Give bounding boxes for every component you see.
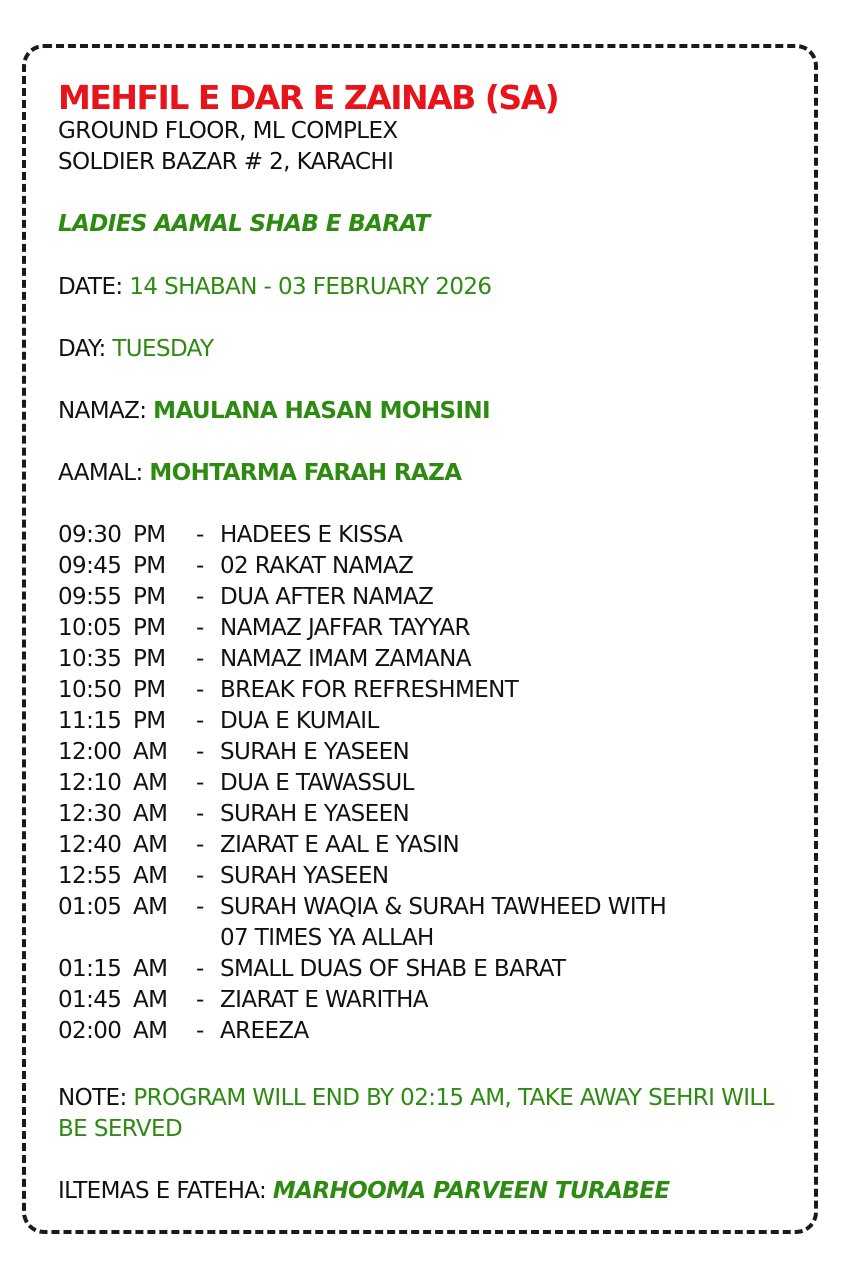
schedule-row: [58, 894, 798, 956]
schedule-row: [58, 956, 798, 987]
event-name: LADIES AAMAL SHAB E BARAT: [58, 211, 430, 237]
aamal-value: MOHTARMA FARAH RAZA: [149, 460, 462, 486]
note-paragraph: [58, 1083, 778, 1145]
schedule-row: [58, 832, 798, 863]
schedule-row: [58, 770, 798, 801]
aamal-label: AAMAL:: [58, 460, 143, 486]
schedule-ampm: PM: [133, 522, 166, 548]
schedule-dash: -: [196, 770, 204, 796]
schedule-activity: AREEZA: [220, 1018, 309, 1044]
schedule-dash: -: [196, 1018, 204, 1044]
schedule-time: 12:10: [58, 770, 122, 796]
schedule-activity: DUA AFTER NAMAZ: [220, 584, 434, 610]
schedule-time: 12:00: [58, 739, 122, 765]
schedule-time: 02:00: [58, 1018, 122, 1044]
schedule-row: [58, 708, 798, 739]
schedule-dash: -: [196, 832, 204, 858]
schedule-row: [58, 553, 798, 584]
schedule-ampm: PM: [133, 708, 166, 734]
schedule-activity: SURAH E YASEEN: [220, 739, 410, 765]
note-label: NOTE:: [58, 1085, 127, 1111]
schedule-time: 10:50: [58, 677, 122, 703]
schedule-dash: -: [196, 863, 204, 889]
schedule-list: [58, 522, 798, 1049]
schedule-dash: -: [196, 646, 204, 672]
schedule-time: 10:35: [58, 646, 122, 672]
schedule-activity: DUA E TAWASSUL: [220, 770, 414, 796]
schedule-activity: NAMAZ JAFFAR TAYYAR: [220, 615, 470, 641]
schedule-row: [58, 801, 798, 832]
schedule-ampm: PM: [133, 677, 166, 703]
schedule-row: [58, 863, 798, 894]
schedule-dash: -: [196, 677, 204, 703]
iltemas-line: [58, 1178, 670, 1204]
schedule-row: [58, 584, 798, 615]
schedule-ampm: AM: [133, 770, 168, 796]
schedule-activity: BREAK FOR REFRESHMENT: [220, 677, 519, 703]
namaz-label: NAMAZ:: [58, 398, 147, 424]
schedule-dash: -: [196, 987, 204, 1013]
date-line: [58, 274, 491, 300]
note-value: PROGRAM WILL END BY 02:15 AM, TAKE AWAY SEHRI WILL BE SERVED: [58, 1085, 774, 1142]
address-line-2: SOLDIER BAZAR # 2, KARACHI: [58, 149, 394, 175]
schedule-ampm: AM: [133, 863, 168, 889]
schedule-row: [58, 677, 798, 708]
schedule-row: [58, 615, 798, 646]
schedule-time: 10:05: [58, 615, 122, 641]
schedule-row: [58, 739, 798, 770]
schedule-dash: -: [196, 708, 204, 734]
page-title: MEHFIL E DAR E ZAINAB (SA): [58, 78, 559, 117]
schedule-activity: 02 RAKAT NAMAZ: [220, 553, 414, 579]
schedule-time: 12:55: [58, 863, 122, 889]
schedule-time: 01:15: [58, 956, 122, 982]
iltemas-value: MARHOOMA PARVEEN TURABEE: [272, 1178, 670, 1204]
namaz-value: MAULANA HASAN MOHSINI: [153, 398, 491, 424]
date-label: DATE:: [58, 274, 123, 300]
schedule-ampm: PM: [133, 584, 166, 610]
schedule-time: 12:30: [58, 801, 122, 827]
schedule-dash: -: [196, 553, 204, 579]
schedule-activity: HADEES E KISSA: [220, 522, 403, 548]
schedule-activity: SMALL DUAS OF SHAB E BARAT: [220, 956, 566, 982]
schedule-time: 09:45: [58, 553, 122, 579]
schedule-ampm: PM: [133, 646, 166, 672]
schedule-activity: NAMAZ IMAM ZAMANA: [220, 646, 471, 672]
schedule-dash: -: [196, 894, 204, 920]
day-value: TUESDAY: [112, 336, 214, 362]
schedule-ampm: AM: [133, 956, 168, 982]
schedule-dash: -: [196, 739, 204, 765]
address-line-1: GROUND FLOOR, ML COMPLEX: [58, 118, 398, 144]
schedule-time: 09:55: [58, 584, 122, 610]
day-label: DAY:: [58, 336, 106, 362]
schedule-dash: -: [196, 801, 204, 827]
schedule-time: 01:05: [58, 894, 122, 920]
schedule-row: [58, 987, 798, 1018]
schedule-activity: SURAH E YASEEN: [220, 801, 410, 827]
schedule-ampm: AM: [133, 1018, 168, 1044]
schedule-activity: SURAH WAQIA & SURAH TAWHEED WITH: [220, 894, 667, 920]
schedule-ampm: AM: [133, 987, 168, 1013]
schedule-ampm: PM: [133, 615, 166, 641]
schedule-dash: -: [196, 522, 204, 548]
schedule-ampm: AM: [133, 894, 168, 920]
schedule-time: 01:45: [58, 987, 122, 1013]
schedule-ampm: AM: [133, 739, 168, 765]
schedule-activity: ZIARAT E WARITHA: [220, 987, 428, 1013]
schedule-activity: DUA E KUMAIL: [220, 708, 379, 734]
schedule-row: [58, 522, 798, 553]
day-line: [58, 336, 213, 362]
schedule-dash: -: [196, 956, 204, 982]
iltemas-label: ILTEMAS E FATEHA:: [58, 1178, 267, 1204]
aamal-line: [58, 460, 461, 486]
schedule-ampm: AM: [133, 832, 168, 858]
schedule-dash: -: [196, 615, 204, 641]
date-value: 14 SHABAN - 03 FEBRUARY 2026: [129, 274, 492, 300]
schedule-activity: ZIARAT E AAL E YASIN: [220, 832, 460, 858]
schedule-ampm: PM: [133, 553, 166, 579]
schedule-activity-continued: 07 TIMES YA ALLAH: [220, 925, 434, 951]
schedule-row: [58, 646, 798, 677]
schedule-time: 09:30: [58, 522, 122, 548]
schedule-activity: SURAH YASEEN: [220, 863, 389, 889]
schedule-row: [58, 1018, 798, 1049]
schedule-dash: -: [196, 584, 204, 610]
schedule-time: 12:40: [58, 832, 122, 858]
namaz-line: [58, 398, 490, 424]
schedule-ampm: AM: [133, 801, 168, 827]
schedule-time: 11:15: [58, 708, 122, 734]
